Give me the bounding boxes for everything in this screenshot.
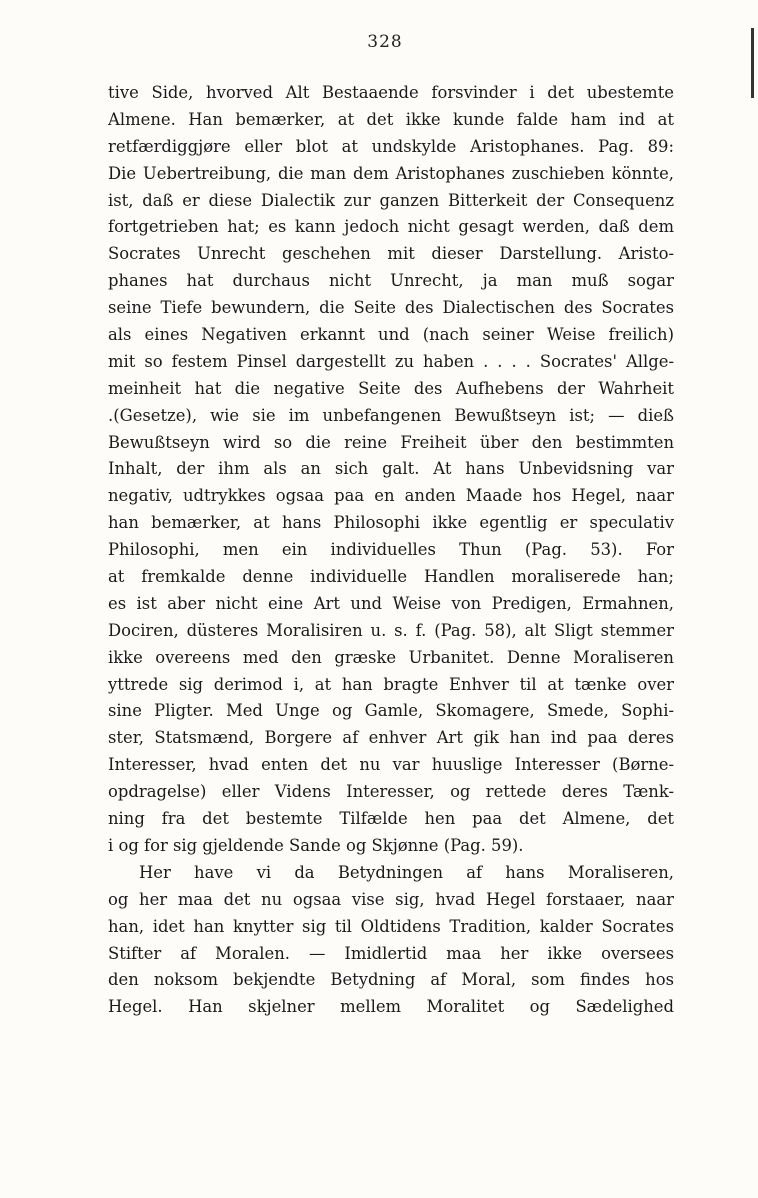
text-line: es ist aber nicht eine Art und Weise von Predigen, Ermahnen, [108, 593, 674, 613]
text-line: og her maa det nu ogsaa vise sig, hvad Hegel forstaaer, naar [108, 889, 674, 909]
text-line: Stifter af Moralen. — Imidlertid maa her ikke oversees [108, 943, 674, 963]
text-line: .(Gesetze), wie sie im unbefangenen Bewußtseyn ist; — dieß [108, 405, 674, 425]
text-line: Inhalt, der ihm als an sich galt. At hans Unbevidsning var [108, 459, 674, 479]
text-line: tive Side, hvorved Alt Bestaaende forsvinder i det ubestemte [108, 83, 674, 102]
text-line: Die Uebertreibung, die man dem Aristophanes zuschieben könnte, [108, 163, 674, 183]
text-line: Hegel. Han skjelner mellem Moralitet og Sædelighed [108, 997, 674, 1017]
text-line: sine Pligter. Med Unge og Gamle, Skomagere, Smede, Sophi- [108, 701, 674, 721]
text-line: den noksom bekjendte Betydning af Moral, som findes hos [108, 970, 674, 990]
text-line: Dociren, düsteres Moralisiren u. s. f. (Pag. 58), alt Sligt stemmer [108, 620, 674, 640]
text-line: ist, daß er diese Dialectik zur ganzen Bitterkeit der Consequenz [108, 190, 674, 210]
text-line: Interesser, hvad enten det nu var huuslige Interesser (Børne- [108, 755, 674, 775]
text-line: als eines Negativen erkannt und (nach seiner Weise freilich) [108, 325, 674, 345]
text-line: seine Tiefe bewundern, die Seite des Dialectischen des Socrates [108, 298, 674, 318]
text-line: fortgetrieben hat; es kann jedoch nicht gesagt werden, daß dem [108, 217, 674, 237]
text-line: negativ, udtrykkes ogsaa paa en anden Maade hos Hegel, naar [108, 486, 674, 506]
text-line: Almene. Han bemærker, at det ikke kunde falde ham ind at [108, 109, 674, 129]
text-line: at fremkalde denne individuelle Handlen moraliserede han; [108, 567, 674, 587]
page-number: 328 [367, 32, 403, 52]
text-line: han, idet han knytter sig til Oldtidens Tradition, kalder Socrates [108, 916, 674, 936]
text-line: han bemærker, at hans Philosophi ikke egentlig er speculativ [108, 513, 674, 533]
text-line: phanes hat durchaus nicht Unrecht, ja man muß sogar [108, 271, 674, 291]
text-line: mit so festem Pinsel dargestellt zu haben . . . . Socrates' Allge- [108, 351, 674, 371]
text-line: ster, Statsmænd, Borgere af enhver Art gik han ind paa deres [108, 728, 674, 748]
text-line: Bewußtseyn wird so die reine Freiheit über den bestimmten [108, 432, 674, 452]
text-line: ikke overeens med den græske Urbanitet. Denne Moraliseren [108, 647, 674, 667]
text-line: Philosophi, men ein individuelles Thun (Pag. 53). For [108, 540, 674, 560]
text-line: Her have vi da Betydningen af hans Moraliseren, [139, 862, 674, 882]
text-line: yttrede sig derimod i, at han bragte Enhver til at tænke over [108, 674, 674, 694]
body-text [108, 80, 674, 1021]
text-line: ning fra det bestemte Tilfælde hen paa det Almene, det [108, 809, 674, 829]
text-line: i og for sig gjeldende Sande og Skjønne (Pag. 59). [108, 835, 524, 855]
text-line: Socrates Unrecht geschehen mit dieser Darstellung. Aristo- [108, 244, 674, 264]
text-line: opdragelse) eller Videns Interesser, og rettede deres Tænk- [108, 782, 674, 802]
text-line: meinheit hat die negative Seite des Aufhebens der Wahrheit [108, 378, 674, 398]
text-line: retfærdiggjøre eller blot at undskylde Aristophanes. Pag. 89: [108, 136, 674, 156]
